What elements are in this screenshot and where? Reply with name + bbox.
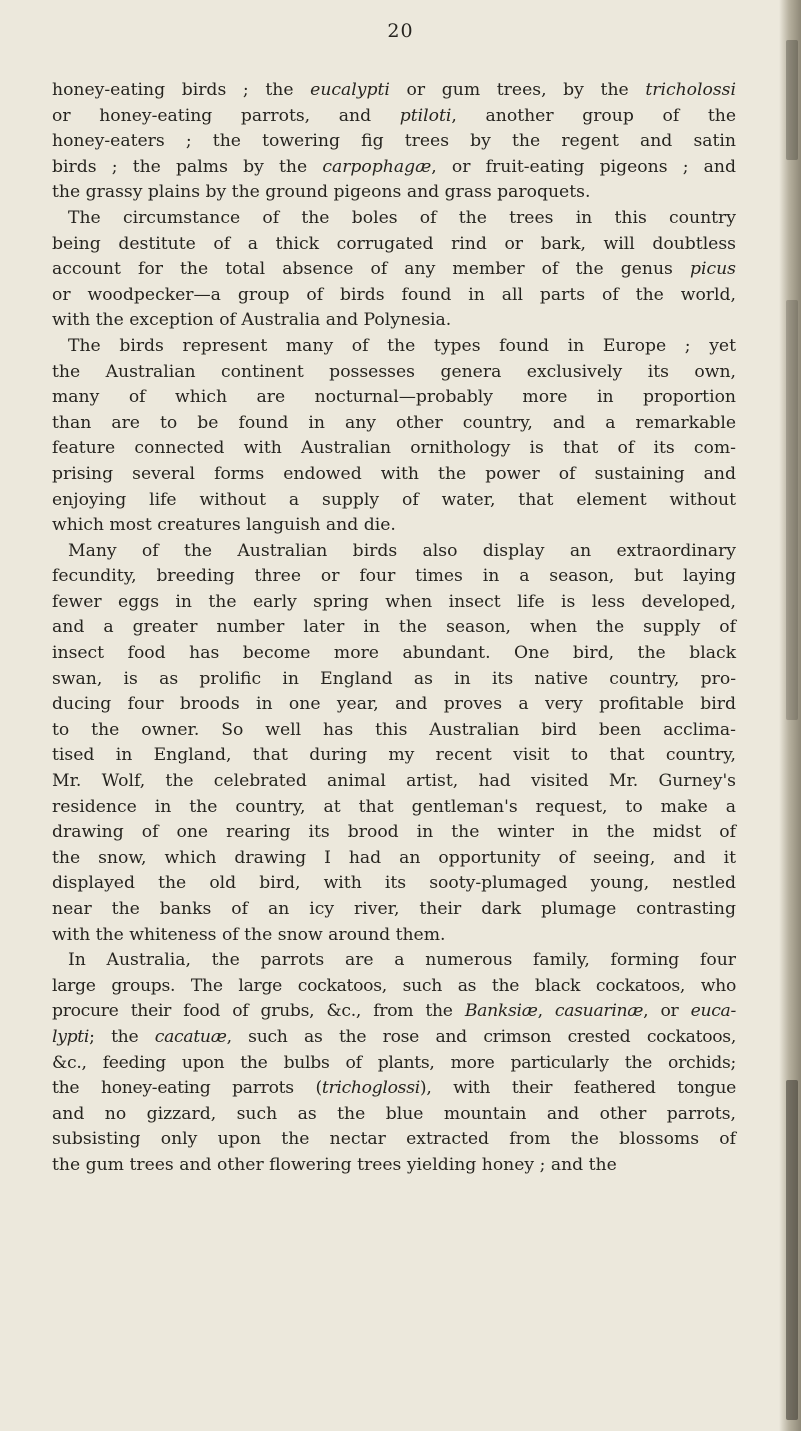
text-line: or honey-eating parrots, and ptiloti, another group of the <box>52 105 736 126</box>
text-line: subsisting only upon the nectar extracted from the blossoms of <box>52 1129 736 1150</box>
text-line: the gum trees and other flowering trees yielding honey ; and the <box>52 1154 617 1175</box>
binding-mark <box>786 1080 798 1420</box>
text-line: honey-eaters ; the towering fig trees by the regent and satin <box>52 131 736 152</box>
text-line: residence in the country, at that gentleman's request, to make a <box>52 796 736 817</box>
text-line: tised in England, that during my recent visit to that country, <box>52 745 736 766</box>
text-line: feature connected with Australian ornithology is that of its com- <box>52 438 736 459</box>
text-line: honey-eating birds ; the eucalypti or gum trees, by the tricholossi <box>52 80 736 100</box>
text-line: which most creatures languish and die. <box>52 515 396 536</box>
text-line: large groups. The large cockatoos, such as the black cockatoos, who <box>52 975 736 996</box>
text-line: insect food has become more abundant. One bird, the black <box>52 643 736 664</box>
text-line: to the owner. So well has this Australian bird been acclima- <box>52 719 736 740</box>
text-line: many of which are nocturnal—probably more in proportion <box>52 387 736 408</box>
binding-mark <box>786 40 798 160</box>
text-line: The circumstance of the boles of the trees in this country <box>68 207 736 228</box>
text-line: or woodpecker—a group of birds found in all parts of the world, <box>52 284 736 305</box>
text-line: than are to be found in any other country, and a remarkable <box>52 412 736 433</box>
text-line: Mr. Wolf, the celebrated animal artist, had visited Mr. Gurney's <box>52 771 736 792</box>
text-line: displayed the old bird, with its sooty-plumaged young, nestled <box>52 873 736 894</box>
text-line: and a greater number later in the season, when the supply of <box>52 617 736 638</box>
text-line: procure their food of grubs, &c., from the Banksiæ, casuarinæ, or euca- <box>52 1001 736 1022</box>
text-line: being destitute of a thick corrugated rind or bark, will doubtless <box>52 233 736 254</box>
text-line: near the banks of an icy river, their dark plumage contrasting <box>52 899 736 919</box>
text-line: lypti; the cacatuæ, such as the rose and crimson crested cockatoos, <box>52 1026 736 1047</box>
text-line: The birds represent many of the types found in Europe ; yet <box>68 335 736 356</box>
text-line: account for the total absence of any member of the genus picus <box>52 259 736 280</box>
text-line: In Australia, the parrots are a numerous family, forming four <box>68 950 736 971</box>
body-text <box>52 78 736 1179</box>
text-line: &c., feeding upon the bulbs of plants, more particularly the orchids; <box>52 1052 736 1073</box>
text-line: with the exception of Australia and Polynesia. <box>52 310 452 331</box>
text-line: drawing of one rearing its brood in the winter in the midst of <box>52 822 736 843</box>
text-line: the snow, which drawing I had an opportunity of seeing, and it <box>52 847 736 868</box>
text-line: enjoying life without a supply of water, that element without <box>52 489 736 510</box>
text-line: prising several forms endowed with the power of sustaining and <box>52 463 736 484</box>
text-line: the Australian continent possesses genera exclusively its own, <box>52 361 736 382</box>
text-line: Many of the Australian birds also display an extraordinary <box>68 540 736 561</box>
text-line: the honey-eating parrots (trichoglossi), with their feathered tongue <box>52 1078 736 1099</box>
binding-mark <box>786 300 798 720</box>
text-line: ducing four broods in one year, and proves a very profitable bird <box>52 694 736 715</box>
text-line: fecundity, breeding three or four times in a season, but laying <box>52 566 736 587</box>
text-line: birds ; the palms by the carpophagæ, or fruit-eating pigeons ; and <box>52 156 737 177</box>
text-line: the grassy plains by the ground pigeons and grass paroquets. <box>52 182 591 203</box>
text-line: swan, is as prolific in England as in its native country, pro- <box>52 668 736 689</box>
text-line: and no gizzard, such as the blue mountain and other parrots, <box>52 1103 736 1124</box>
text-line: with the whiteness of the snow around them. <box>52 924 446 945</box>
text-line: fewer eggs in the early spring when insect life is less developed, <box>52 591 736 612</box>
page-number: 20 <box>387 20 414 42</box>
